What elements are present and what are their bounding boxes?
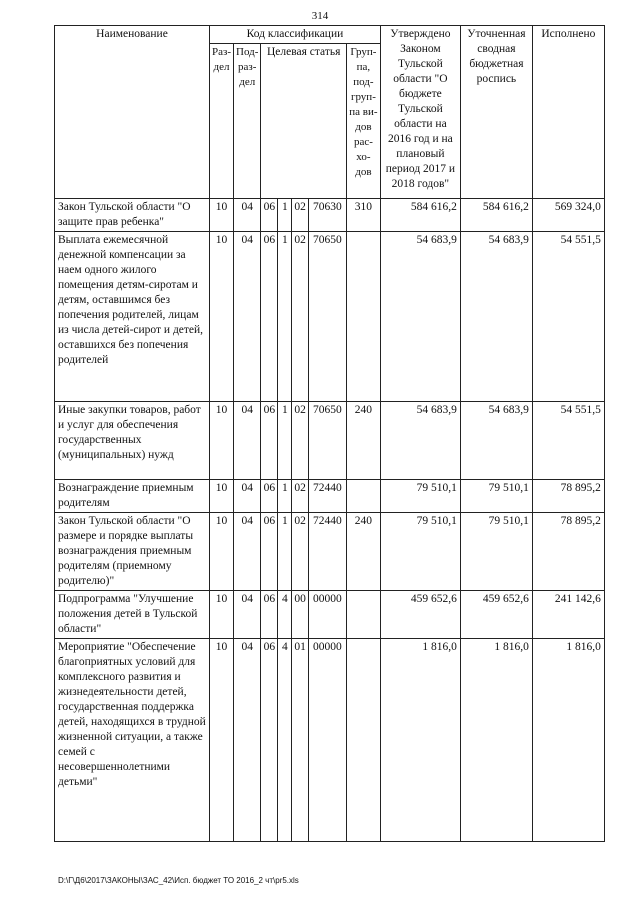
header-section: Раз-дел — [210, 44, 234, 199]
header-name: Наименование — [55, 26, 210, 199]
row-executed: 78 895,2 — [532, 480, 604, 513]
table-row — [55, 199, 605, 232]
row-ts4: 00000 — [308, 591, 346, 639]
row-vr: 310 — [346, 199, 380, 232]
budget-table — [54, 25, 605, 842]
row-vr: 240 — [346, 513, 380, 591]
row-refined: 79 510,1 — [460, 513, 532, 591]
row-ts2: 4 — [278, 639, 292, 842]
row-razdel: 10 — [210, 639, 234, 842]
row-vr: 240 — [346, 402, 380, 480]
row-executed: 569 324,0 — [532, 199, 604, 232]
row-name: Закон Тульской области "О защите прав ребенка" — [55, 199, 210, 232]
row-name: Подпрограмма "Улучшение положения детей в Тульской области" — [55, 591, 210, 639]
row-name: Закон Тульской области "О размере и порядке выплаты вознаграждения приемным родителям (приемному родителю)" — [55, 513, 210, 591]
table-row — [55, 402, 605, 480]
row-executed: 54 551,5 — [532, 232, 604, 402]
page-number: 314 — [311, 10, 329, 22]
row-ts1: 06 — [261, 402, 278, 480]
row-ts1: 06 — [261, 199, 278, 232]
row-razdel: 10 — [210, 591, 234, 639]
table-row — [55, 513, 605, 591]
header-subsection: Под-раз-дел — [234, 44, 261, 199]
row-ts1: 06 — [261, 480, 278, 513]
row-approved: 54 683,9 — [380, 232, 460, 402]
row-refined: 54 683,9 — [460, 402, 532, 480]
row-podrazdel: 04 — [234, 591, 261, 639]
row-podrazdel: 04 — [234, 232, 261, 402]
budget-table-wrapper — [54, 25, 605, 842]
row-ts1: 06 — [261, 232, 278, 402]
header-target-article: Целевая статья — [261, 44, 347, 199]
row-approved: 584 616,2 — [380, 199, 460, 232]
row-approved: 1 816,0 — [380, 639, 460, 842]
row-ts3: 02 — [292, 232, 309, 402]
row-name: Иные закупки товаров, работ и услуг для обеспечения государственных (муниципальных) нужд — [55, 402, 210, 480]
row-executed: 241 142,6 — [532, 591, 604, 639]
row-podrazdel: 04 — [234, 199, 261, 232]
row-ts2: 1 — [278, 232, 292, 402]
row-vr — [346, 639, 380, 842]
row-vr — [346, 232, 380, 402]
row-name: Вознаграждение приемным родителям — [55, 480, 210, 513]
row-ts2: 1 — [278, 199, 292, 232]
row-razdel: 10 — [210, 232, 234, 402]
row-refined: 584 616,2 — [460, 199, 532, 232]
row-approved: 79 510,1 — [380, 480, 460, 513]
footer-file-path: D:\Г\Д6\2017\ЗАКОНЫ\ЗАС_42\Исп. бюджет ТО 2016_2 чт\pr5.xls — [58, 876, 299, 885]
row-ts2: 1 — [278, 480, 292, 513]
row-approved: 459 652,6 — [380, 591, 460, 639]
table-row — [55, 232, 605, 402]
row-ts1: 06 — [261, 591, 278, 639]
row-ts4: 70650 — [308, 402, 346, 480]
header-approved: Утверждено Законом Тульской области "О бюджете Тульской области на 2016 год и на плановый период 2017 и 2018 годов" — [380, 26, 460, 199]
row-ts3: 02 — [292, 402, 309, 480]
header-classification: Код классификации — [210, 26, 381, 44]
row-refined: 459 652,6 — [460, 591, 532, 639]
row-ts4: 70630 — [308, 199, 346, 232]
row-approved: 79 510,1 — [380, 513, 460, 591]
row-podrazdel: 04 — [234, 480, 261, 513]
row-ts4: 72440 — [308, 480, 346, 513]
row-razdel: 10 — [210, 199, 234, 232]
table-row — [55, 591, 605, 639]
row-podrazdel: 04 — [234, 639, 261, 842]
row-ts3: 02 — [292, 480, 309, 513]
row-vr — [346, 591, 380, 639]
row-name: Мероприятие "Обеспечение благоприятных условий для комплексного развития и жизнедеятельности детей, государственная поддержка детей, находящихся в трудной жизненной ситуации, а также семей с несовершеннолетними детьми" — [55, 639, 210, 842]
row-podrazdel: 04 — [234, 402, 261, 480]
row-ts3: 01 — [292, 639, 309, 842]
row-executed: 1 816,0 — [532, 639, 604, 842]
header-refined: Уточненная сводная бюджетная роспись — [460, 26, 532, 199]
row-refined: 79 510,1 — [460, 480, 532, 513]
row-ts2: 1 — [278, 402, 292, 480]
header-expense-group: Груп-па, под-груп-па ви-дов рас-хо-дов — [346, 44, 380, 199]
header-executed: Исполнено — [532, 26, 604, 199]
row-podrazdel: 04 — [234, 513, 261, 591]
row-refined: 1 816,0 — [460, 639, 532, 842]
row-approved: 54 683,9 — [380, 402, 460, 480]
row-refined: 54 683,9 — [460, 232, 532, 402]
row-razdel: 10 — [210, 513, 234, 591]
row-ts2: 1 — [278, 513, 292, 591]
row-name: Выплата ежемесячной денежной компенсации за наем одного жилого помещения детям-сиротам и детям, оставшимся без попечения родителей, лицам из числа детей-сирот и детей, оставшихся без попечения родителей — [55, 232, 210, 402]
row-ts3: 02 — [292, 513, 309, 591]
row-ts1: 06 — [261, 513, 278, 591]
table-row — [55, 639, 605, 842]
row-executed: 54 551,5 — [532, 402, 604, 480]
row-razdel: 10 — [210, 402, 234, 480]
row-ts4: 72440 — [308, 513, 346, 591]
table-row — [55, 480, 605, 513]
row-ts4: 70650 — [308, 232, 346, 402]
row-executed: 78 895,2 — [532, 513, 604, 591]
row-ts4: 00000 — [308, 639, 346, 842]
row-razdel: 10 — [210, 480, 234, 513]
row-vr — [346, 480, 380, 513]
row-ts3: 00 — [292, 591, 309, 639]
row-ts2: 4 — [278, 591, 292, 639]
row-ts1: 06 — [261, 639, 278, 842]
row-ts3: 02 — [292, 199, 309, 232]
